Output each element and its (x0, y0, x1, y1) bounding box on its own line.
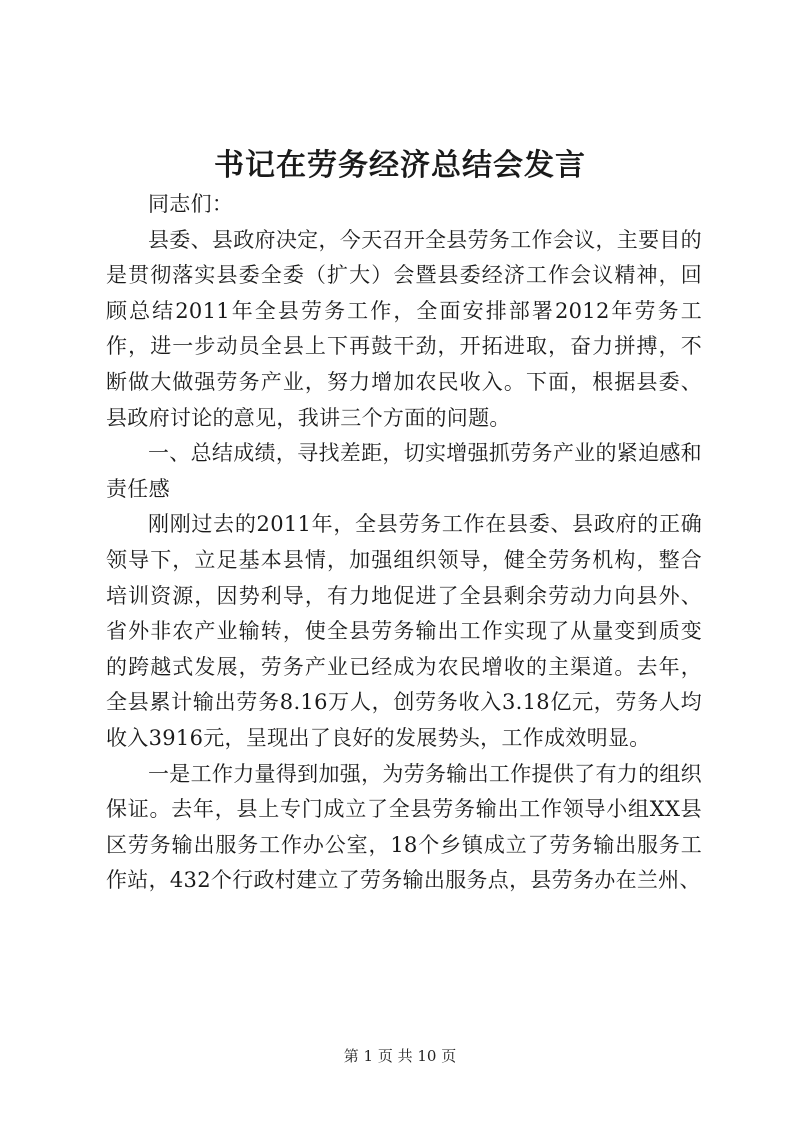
section-heading: 一、总结成绩，寻找差距，切实增强抓劳务产业的紧迫感和责任感 (106, 441, 702, 501)
document-body (106, 187, 702, 899)
document-title: 书记在劳务经济总结会发言 (214, 148, 586, 183)
page-number-footer: 第 1 页 共 10 页 (343, 1047, 457, 1065)
salutation-paragraph: 同志们： (148, 192, 234, 216)
intro-paragraph: 县委、县政府决定，今天召开全县劳务工作会议，主要目的是贯彻落实县委全委（扩大）会暨县委经济工作会议精神，回顾总结2011年全县劳务工作，全面安排部署2012年劳务工作，进一步动员全县上下再鼓干劲，开拓进取，奋力拼搏，不断做大做强劳务产业，努力增加农民收入。下面，根据县委、县政府讨论的意见，我讲三个方面的问题。 (106, 227, 702, 430)
body-paragraph: 刚刚过去的2011年，全县劳务工作在县委、县政府的正确领导下，立足基本县情，加强组织领导，健全劳务机构，整合培训资源，因势利导，有力地促进了全县剩余劳动力向县外、省外非农产业输转，使全县劳务输出工作实现了从量变到质变的跨越式发展，劳务产业已经成为农民增收的主渠道。去年，全县累计输出劳务8.16万人，创劳务收入3.18亿元，劳务人均收入3916元，呈现出了良好的发展势头，工作成效明显。 (106, 512, 702, 750)
body-paragraph: 一是工作力量得到加强，为劳务输出工作提供了有力的组织保证。去年，县上专门成立了全县劳务输出工作领导小组XX县区劳务输出服务工作办公室，18个乡镇成立了劳务输出服务工作站，432个行政村建立了劳务输出服务点，县劳务办在兰州、 (106, 761, 702, 893)
